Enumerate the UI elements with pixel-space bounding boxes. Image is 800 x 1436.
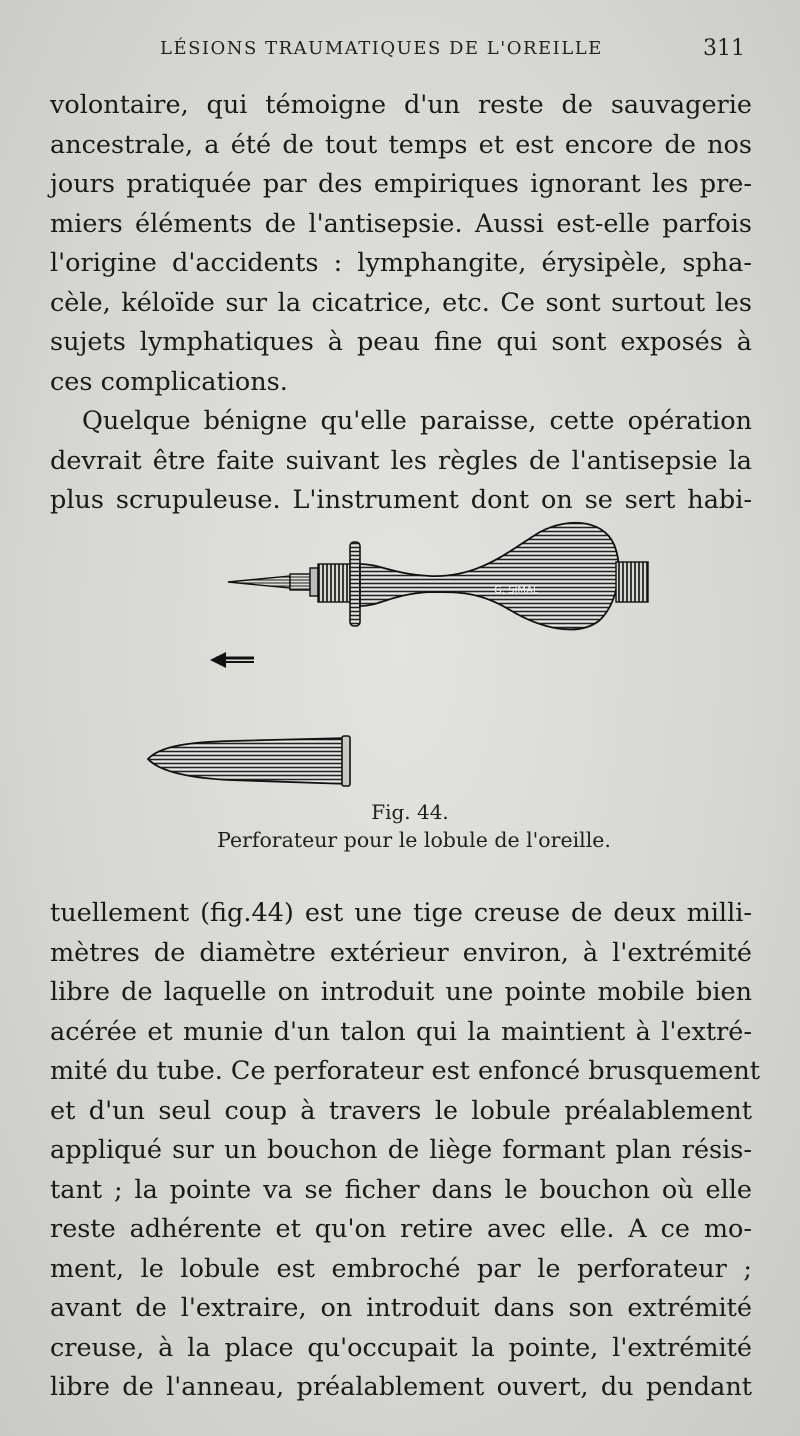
- maker-mark: G. SIMAL: [494, 585, 539, 596]
- bulb-handle: [360, 523, 619, 630]
- sheath-tube: [148, 736, 350, 786]
- figure-number: Fig. 44.: [371, 800, 449, 824]
- text-line: volontaire, qui témoigne d'un reste de sauvagerie: [50, 90, 752, 120]
- paragraph-block-top: [50, 86, 752, 521]
- text-line: avant de l'extraire, on introduit dans son extrémité: [50, 1293, 752, 1323]
- needle-point: [228, 568, 318, 596]
- text-line: plus scrupuleuse. L'instrument dont on se sert habi-: [50, 485, 752, 515]
- page-number: 311: [703, 36, 745, 61]
- text-line: Quelque bénigne qu'elle paraisse, cette opération: [82, 406, 752, 436]
- text-line: mité du tube. Ce perforateur est enfoncé brusquement: [50, 1056, 761, 1086]
- text-line: creuse, à la place qu'occupait la pointe, l'extrémité: [50, 1332, 752, 1363]
- text-line: libre de l'anneau, préalablement ouvert, du pendant: [50, 1372, 752, 1402]
- text-line: cèle, kéloïde sur la cicatrice, etc. Ce sont surtout les: [50, 287, 752, 318]
- text-line: libre de laquelle on introduit une pointe mobile bien: [50, 977, 752, 1007]
- text-line: miers éléments de l'antisepsie. Aussi est-elle parfois: [50, 208, 752, 239]
- text-line: tant ; la pointe va se ficher dans le bouchon où elle: [50, 1174, 752, 1205]
- text-line: ancestrale, a été de tout temps et est encore de nos: [50, 129, 752, 160]
- text-line: mètres de diamètre extérieur environ, à l'extrémité: [50, 937, 752, 968]
- text-line: sujets lymphatiques à peau fine qui sont exposés à: [50, 327, 752, 357]
- text-line: l'origine d'accidents : lymphangite, érysipèle, spha-: [50, 248, 752, 278]
- text-line: acérée et munie d'un talon qui la maintient à l'extré-: [50, 1016, 752, 1047]
- perforator-engraving: [130, 510, 690, 800]
- text-line: jours pratiquée par des empiriques ignorant les pre-: [50, 169, 752, 199]
- rear-thread: [616, 562, 648, 602]
- flange: [350, 542, 360, 626]
- text-line: ces complications.: [50, 366, 288, 397]
- text-line: ment, le lobule est embroché par le perforateur ;: [50, 1253, 752, 1284]
- text-line: tuellement (fig.44) est une tige creuse de deux milli-: [50, 898, 752, 928]
- paragraph-block-bottom: [50, 894, 761, 1408]
- running-title: LÉSIONS TRAUMATIQUES DE L'OREILLE: [160, 38, 603, 59]
- text-line: devrait être faite suivant les règles de l'antisepsie la: [50, 445, 752, 476]
- text-line: appliqué sur un bouchon de liège formant plan résis-: [50, 1135, 752, 1165]
- figure-perforator: [130, 510, 690, 800]
- figure-caption: Perforateur pour le lobule de l'oreille.: [217, 828, 611, 852]
- thread-collar: [318, 564, 350, 602]
- text-line: et d'un seul coup à travers le lobule préalablement: [50, 1095, 752, 1126]
- text-line: reste adhérente et qu'on retire avec elle. A ce mo-: [50, 1214, 752, 1244]
- arrow-left-icon: [210, 652, 254, 668]
